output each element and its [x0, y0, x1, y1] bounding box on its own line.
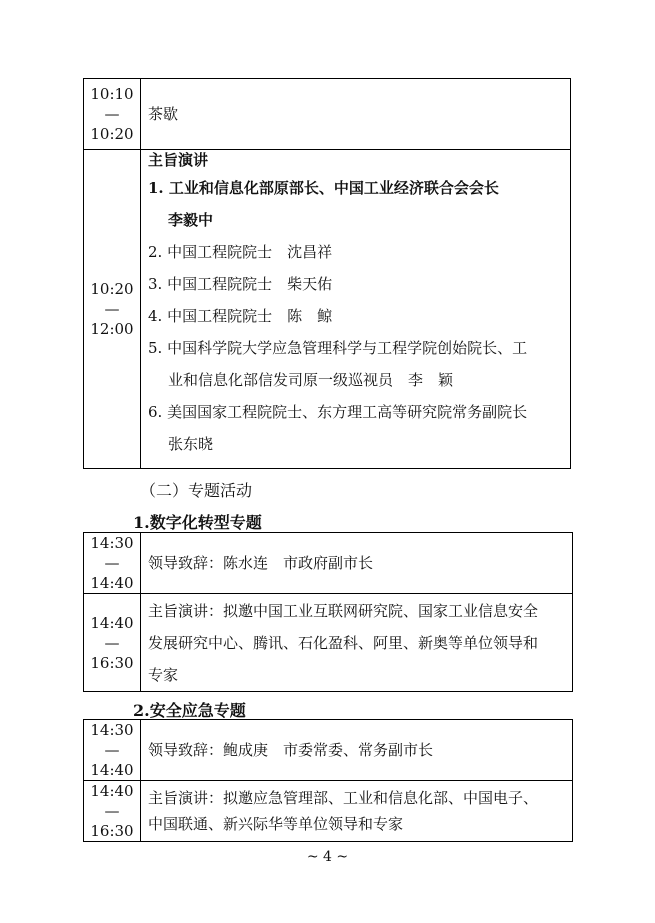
topic-heading: 1.数字化转型专题 [133, 513, 262, 532]
time-dash: — [104, 300, 120, 318]
table-row [84, 79, 571, 150]
content-cell [141, 594, 573, 692]
time-cell [84, 594, 141, 692]
time-start: 14:30 [90, 721, 134, 739]
page-number: ~ 4 ~ [306, 849, 349, 865]
time-start: 14:30 [90, 534, 134, 552]
speaker-line: 张东晓 [168, 435, 214, 453]
time-cell [84, 79, 141, 150]
time-end: 12:00 [90, 320, 134, 338]
table-row [84, 150, 571, 469]
topic-heading: 2.安全应急专题 [133, 701, 246, 720]
agenda-table-safety [83, 719, 573, 842]
time-end: 14:40 [90, 761, 134, 779]
content-cell [141, 533, 573, 594]
keynote-line: 专家 [148, 665, 179, 684]
agenda-table-morning [83, 78, 571, 469]
time-start: 14:40 [90, 613, 134, 632]
table-row [84, 594, 573, 692]
speaker-line: 4. 中国工程院院士 陈 鲸 [148, 307, 333, 325]
time-start: 14:40 [90, 782, 134, 800]
time-cell [84, 781, 141, 842]
time-cell [84, 150, 141, 469]
table-row [84, 533, 573, 594]
opening-speech-text: 领导致辞：陈水连 市政府副市长 [148, 554, 374, 572]
tea-break-text: 茶歇 [148, 105, 179, 123]
time-dash: — [104, 633, 120, 652]
time-dash: — [104, 105, 120, 123]
speaker-line: 李毅中 [168, 211, 214, 229]
table-row [84, 720, 573, 781]
opening-speech-text: 领导致辞：鲍成庚 市委常委、常务副市长 [148, 741, 434, 759]
content-cell [141, 150, 571, 469]
keynote-line: 主旨演讲：拟邀中国工业互联网研究院、国家工业信息安全 [148, 601, 539, 620]
keynote-line: 主旨演讲：拟邀应急管理部、工业和信息化部、中国电子、 [148, 789, 539, 807]
speaker-line: 3. 中国工程院院士 柴天佑 [148, 275, 333, 293]
content-cell [141, 781, 573, 842]
time-start: 10:10 [90, 85, 134, 103]
time-cell [84, 720, 141, 781]
time-dash: — [104, 554, 120, 572]
time-cell [84, 533, 141, 594]
time-end: 10:20 [90, 125, 134, 143]
time-end: 14:40 [90, 574, 134, 592]
speaker-line: 业和信息化部信发司原一级巡视员 李 颖 [168, 371, 454, 389]
time-dash: — [104, 741, 120, 759]
table-row [84, 781, 573, 842]
speaker-line: 5. 中国科学院大学应急管理科学与工程学院创始院长、工 [148, 339, 528, 357]
time-start: 10:20 [90, 280, 134, 298]
time-dash: — [104, 802, 120, 820]
keynote-line: 中国联通、新兴际华等单位领导和专家 [148, 815, 404, 833]
time-end: 16:30 [90, 653, 134, 672]
speaker-line: 1. 工业和信息化部原部长、中国工业经济联合会会长 [148, 179, 499, 197]
section-heading: （二）专题活动 [140, 481, 253, 500]
speaker-line: 6. 美国国家工程院院士、东方理工高等研究院常务副院长 [148, 403, 528, 421]
keynote-line: 发展研究中心、腾讯、石化盈科、阿里、新奥等单位领导和 [148, 633, 539, 652]
content-cell [141, 720, 573, 781]
keynote-title: 主旨演讲 [148, 151, 209, 169]
agenda-table-digital [83, 532, 573, 692]
speaker-line: 2. 中国工程院院士 沈昌祥 [148, 243, 333, 261]
time-end: 16:30 [90, 822, 134, 840]
content-cell [141, 79, 571, 150]
